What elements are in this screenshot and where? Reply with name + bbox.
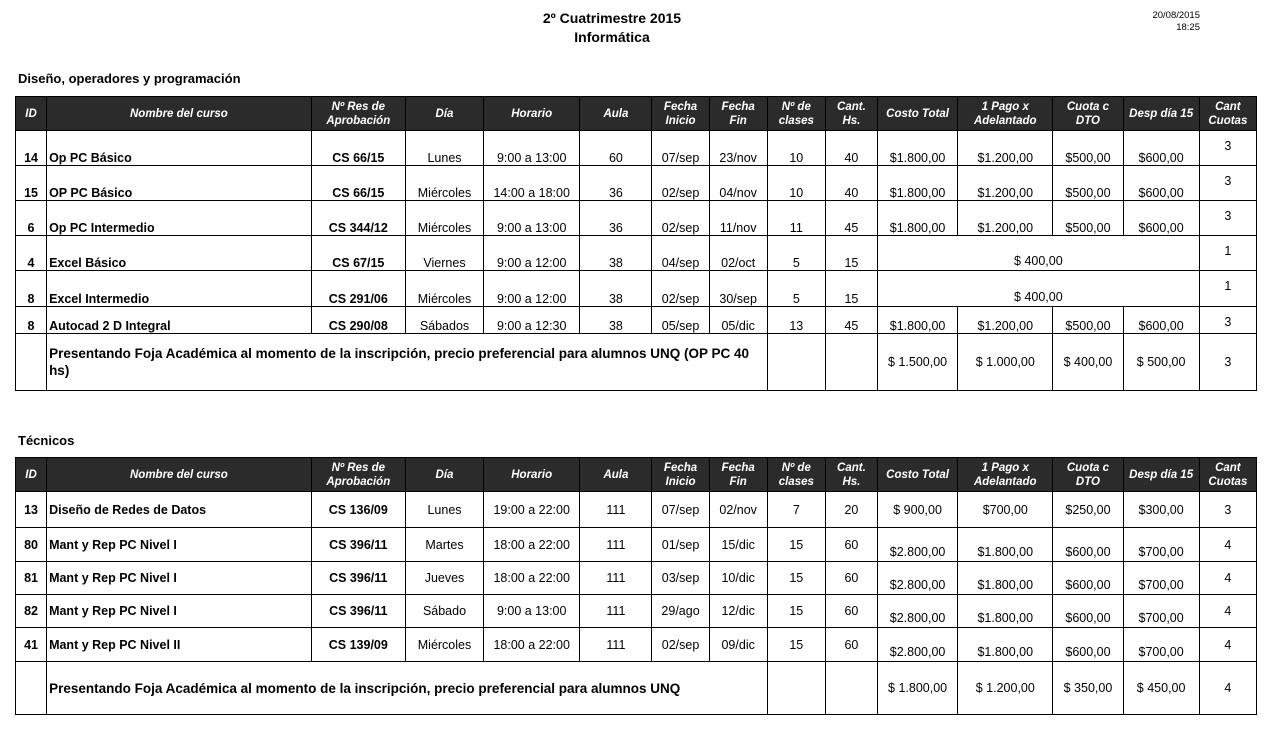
- class-count: 15: [767, 628, 825, 662]
- table-row: [16, 628, 1257, 662]
- table-row: [16, 131, 1257, 166]
- end-date: 30/sep: [709, 271, 767, 307]
- course-name: Excel Básico: [47, 236, 312, 271]
- hours: 60: [825, 562, 877, 595]
- courses-table-tecnicos: [15, 457, 1257, 715]
- discount-installment: $600,00: [1053, 528, 1123, 562]
- course-day: Lunes: [405, 492, 483, 528]
- course-name: Op PC Básico: [47, 131, 312, 166]
- course-id: 13: [16, 492, 47, 528]
- resolution-number: CS 291/06: [311, 271, 405, 307]
- advance-payment: $700,00: [958, 492, 1053, 528]
- column-header: Aula: [580, 458, 652, 492]
- discount-installment: $600,00: [1053, 628, 1123, 662]
- start-date: 05/sep: [652, 307, 709, 334]
- course-name: Op PC Intermedio: [47, 201, 312, 236]
- class-count: 15: [767, 528, 825, 562]
- class-count: 10: [767, 166, 825, 201]
- preferential-price-note: Presentando Foja Académica al momento de la inscripción, precio preferencial para alumnos UNQ: [47, 662, 768, 715]
- hours: 60: [825, 528, 877, 562]
- advance-payment: $1.800,00: [958, 628, 1053, 662]
- column-header: Cant. Hs.: [825, 97, 877, 131]
- empty-cell: [16, 662, 47, 715]
- course-id: 6: [16, 201, 47, 236]
- course-id: 8: [16, 271, 47, 307]
- hours: 60: [825, 628, 877, 662]
- total-cost: $1.800,00: [877, 307, 957, 334]
- course-id: 82: [16, 595, 47, 628]
- preferential-advance-payment: $ 1.200,00: [958, 662, 1053, 715]
- installment-count: 3: [1199, 307, 1256, 334]
- course-id: 81: [16, 562, 47, 595]
- column-header: Nº Res de Aprobación: [311, 97, 405, 131]
- column-header: Nº de clases: [767, 97, 825, 131]
- classroom: 36: [580, 166, 652, 201]
- courses-table-diseno: [15, 96, 1257, 391]
- table-row: [16, 307, 1257, 334]
- course-schedule: 9:00 a 13:00: [484, 595, 580, 628]
- total-cost: $ 900,00: [877, 492, 957, 528]
- installment-count: 3: [1199, 201, 1256, 236]
- preferential-discount-installment: $ 400,00: [1053, 334, 1123, 391]
- empty-cell: [825, 334, 877, 391]
- end-date: 12/dic: [709, 595, 767, 628]
- single-price: $ 400,00: [877, 271, 1199, 307]
- installment-count: 4: [1199, 595, 1256, 628]
- end-date: 09/dic: [709, 628, 767, 662]
- course-name: Mant y Rep PC Nivel I: [47, 528, 312, 562]
- end-date: 04/nov: [709, 166, 767, 201]
- resolution-number: CS 66/15: [311, 131, 405, 166]
- start-date: 02/sep: [652, 201, 709, 236]
- class-count: 7: [767, 492, 825, 528]
- course-day: Viernes: [405, 236, 483, 271]
- advance-payment: $1.800,00: [958, 562, 1053, 595]
- course-day: Lunes: [405, 131, 483, 166]
- course-schedule: 18:00 a 22:00: [484, 528, 580, 562]
- empty-cell: [16, 334, 47, 391]
- hours: 45: [825, 307, 877, 334]
- empty-cell: [825, 662, 877, 715]
- end-date: 11/nov: [709, 201, 767, 236]
- course-id: 8: [16, 307, 47, 334]
- course-id: 80: [16, 528, 47, 562]
- total-cost: $1.800,00: [877, 131, 957, 166]
- course-day: Sábados: [405, 307, 483, 334]
- hours: 60: [825, 595, 877, 628]
- column-header: Nº Res de Aprobación: [311, 458, 405, 492]
- course-schedule: 9:00 a 13:00: [484, 131, 580, 166]
- document-title: [0, 9, 1224, 47]
- total-cost: $2.800,00: [877, 528, 957, 562]
- column-header: 1 Pago x Adelantado: [958, 458, 1053, 492]
- end-date: 02/nov: [709, 492, 767, 528]
- advance-payment: $1.200,00: [958, 166, 1053, 201]
- table-row: [16, 528, 1257, 562]
- course-id: 14: [16, 131, 47, 166]
- column-header: Cant Cuotas: [1199, 458, 1256, 492]
- resolution-number: CS 66/15: [311, 166, 405, 201]
- column-header: ID: [16, 97, 47, 131]
- classroom: 111: [580, 595, 652, 628]
- course-name: Mant y Rep PC Nivel I: [47, 562, 312, 595]
- total-cost: $2.800,00: [877, 562, 957, 595]
- resolution-number: CS 139/09: [311, 628, 405, 662]
- advance-payment: $1.200,00: [958, 131, 1053, 166]
- course-name: Excel Intermedio: [47, 271, 312, 307]
- column-header: Cant. Hs.: [825, 458, 877, 492]
- column-header: Horario: [484, 458, 580, 492]
- course-id: 41: [16, 628, 47, 662]
- preferential-total-cost: $ 1.500,00: [877, 334, 957, 391]
- course-id: 4: [16, 236, 47, 271]
- installment-count: 4: [1199, 628, 1256, 662]
- hours: 45: [825, 201, 877, 236]
- column-header: Desp día 15: [1123, 97, 1199, 131]
- after-15-installment: $300,00: [1123, 492, 1199, 528]
- hours: 15: [825, 271, 877, 307]
- discount-installment: $250,00: [1053, 492, 1123, 528]
- course-schedule: 18:00 a 22:00: [484, 562, 580, 595]
- end-date: 23/nov: [709, 131, 767, 166]
- course-name: Diseño de Redes de Datos: [47, 492, 312, 528]
- after-15-installment: $700,00: [1123, 595, 1199, 628]
- table-row: [16, 201, 1257, 236]
- table-row: [16, 662, 1257, 715]
- end-date: 10/dic: [709, 562, 767, 595]
- table-row: [16, 492, 1257, 528]
- after-15-installment: $600,00: [1123, 166, 1199, 201]
- course-day: Miércoles: [405, 166, 483, 201]
- course-name: Mant y Rep PC Nivel I: [47, 595, 312, 628]
- preferential-after-15-installment: $ 450,00: [1123, 662, 1199, 715]
- table-row: [16, 562, 1257, 595]
- course-day: Miércoles: [405, 271, 483, 307]
- after-15-installment: $600,00: [1123, 307, 1199, 334]
- end-date: 15/dic: [709, 528, 767, 562]
- total-cost: $2.800,00: [877, 595, 957, 628]
- preferential-advance-payment: $ 1.000,00: [958, 334, 1053, 391]
- column-header: Cant Cuotas: [1199, 97, 1256, 131]
- total-cost: $1.800,00: [877, 166, 957, 201]
- single-price: $ 400,00: [877, 236, 1199, 271]
- column-header: Nombre del curso: [47, 458, 312, 492]
- preferential-installment-count: 3: [1199, 334, 1256, 391]
- class-count: 15: [767, 595, 825, 628]
- class-count: 15: [767, 562, 825, 595]
- print-time: 18:25: [1176, 22, 1200, 33]
- column-header: Fecha Fin: [709, 458, 767, 492]
- title-line-1: 2º Cuatrimestre 2015: [542, 10, 682, 26]
- column-header: Día: [405, 97, 483, 131]
- classroom: 38: [580, 271, 652, 307]
- after-15-installment: $700,00: [1123, 528, 1199, 562]
- column-header: Cuota c DTO: [1053, 97, 1123, 131]
- column-header: Fecha Fin: [709, 97, 767, 131]
- start-date: 03/sep: [652, 562, 709, 595]
- hours: 20: [825, 492, 877, 528]
- course-schedule: 9:00 a 13:00: [484, 201, 580, 236]
- course-day: Jueves: [405, 562, 483, 595]
- course-day: Martes: [405, 528, 483, 562]
- table-row: [16, 236, 1257, 271]
- empty-cell: [767, 334, 825, 391]
- preferential-after-15-installment: $ 500,00: [1123, 334, 1199, 391]
- advance-payment: $1.200,00: [958, 201, 1053, 236]
- end-date: 05/dic: [709, 307, 767, 334]
- start-date: 29/ago: [652, 595, 709, 628]
- table-row: [16, 595, 1257, 628]
- section-title-diseno: Diseño, operadores y programación: [18, 71, 241, 86]
- start-date: 02/sep: [652, 628, 709, 662]
- column-header: Costo Total: [877, 97, 957, 131]
- resolution-number: CS 67/15: [311, 236, 405, 271]
- title-line-2: Informática: [574, 29, 650, 45]
- classroom: 111: [580, 628, 652, 662]
- total-cost: $1.800,00: [877, 201, 957, 236]
- start-date: 01/sep: [652, 528, 709, 562]
- start-date: 07/sep: [652, 492, 709, 528]
- advance-payment: $1.800,00: [958, 595, 1053, 628]
- class-count: 5: [767, 271, 825, 307]
- discount-installment: $500,00: [1053, 201, 1123, 236]
- table-header-row: [16, 97, 1257, 131]
- classroom: 38: [580, 236, 652, 271]
- advance-payment: $1.200,00: [958, 307, 1053, 334]
- course-day: Miércoles: [405, 628, 483, 662]
- class-count: 10: [767, 131, 825, 166]
- column-header: Desp día 15: [1123, 458, 1199, 492]
- discount-installment: $600,00: [1053, 562, 1123, 595]
- course-id: 15: [16, 166, 47, 201]
- classroom: 111: [580, 528, 652, 562]
- class-count: 5: [767, 236, 825, 271]
- column-header: Cuota c DTO: [1053, 458, 1123, 492]
- column-header: Costo Total: [877, 458, 957, 492]
- print-date: 20/08/2015: [1152, 10, 1200, 21]
- classroom: 111: [580, 492, 652, 528]
- installment-count: 4: [1199, 528, 1256, 562]
- column-header: Aula: [580, 97, 652, 131]
- table-row: [16, 166, 1257, 201]
- resolution-number: CS 136/09: [311, 492, 405, 528]
- resolution-number: CS 396/11: [311, 595, 405, 628]
- course-schedule: 14:00 a 18:00: [484, 166, 580, 201]
- discount-installment: $500,00: [1053, 307, 1123, 334]
- column-header: Fecha Inicio: [652, 458, 709, 492]
- course-schedule: 19:00 a 22:00: [484, 492, 580, 528]
- installment-count: 1: [1199, 236, 1256, 271]
- course-day: Miércoles: [405, 201, 483, 236]
- hours: 15: [825, 236, 877, 271]
- classroom: 111: [580, 562, 652, 595]
- end-date: 02/oct: [709, 236, 767, 271]
- advance-payment: $1.800,00: [958, 528, 1053, 562]
- empty-cell: [767, 662, 825, 715]
- after-15-installment: $600,00: [1123, 131, 1199, 166]
- column-header: ID: [16, 458, 47, 492]
- installment-count: 4: [1199, 562, 1256, 595]
- column-header: Día: [405, 458, 483, 492]
- discount-installment: $500,00: [1053, 166, 1123, 201]
- hours: 40: [825, 131, 877, 166]
- installment-count: 3: [1199, 131, 1256, 166]
- course-name: Mant y Rep PC Nivel II: [47, 628, 312, 662]
- column-header: 1 Pago x Adelantado: [958, 97, 1053, 131]
- classroom: 60: [580, 131, 652, 166]
- classroom: 38: [580, 307, 652, 334]
- course-day: Sábado: [405, 595, 483, 628]
- section-title-tecnicos: Técnicos: [18, 433, 75, 448]
- start-date: 02/sep: [652, 271, 709, 307]
- after-15-installment: $700,00: [1123, 562, 1199, 595]
- discount-installment: $500,00: [1053, 131, 1123, 166]
- course-schedule: 9:00 a 12:30: [484, 307, 580, 334]
- course-schedule: 9:00 a 12:00: [484, 236, 580, 271]
- installment-count: 3: [1199, 492, 1256, 528]
- course-name: Autocad 2 D Integral: [47, 307, 312, 334]
- preferential-price-note: Presentando Foja Académica al momento de la inscripción, precio preferencial para alumnos UNQ (OP PC 40 hs): [47, 334, 768, 391]
- resolution-number: CS 344/12: [311, 201, 405, 236]
- resolution-number: CS 396/11: [311, 528, 405, 562]
- course-name: OP PC Básico: [47, 166, 312, 201]
- resolution-number: CS 396/11: [311, 562, 405, 595]
- course-schedule: 9:00 a 12:00: [484, 271, 580, 307]
- class-count: 11: [767, 201, 825, 236]
- total-cost: $2.800,00: [877, 628, 957, 662]
- preferential-installment-count: 4: [1199, 662, 1256, 715]
- column-header: Nº de clases: [767, 458, 825, 492]
- class-count: 13: [767, 307, 825, 334]
- installment-count: 1: [1199, 271, 1256, 307]
- column-header: Fecha Inicio: [652, 97, 709, 131]
- column-header: Horario: [484, 97, 580, 131]
- column-header: Nombre del curso: [47, 97, 312, 131]
- table-row: [16, 271, 1257, 307]
- resolution-number: CS 290/08: [311, 307, 405, 334]
- discount-installment: $600,00: [1053, 595, 1123, 628]
- table-row: [16, 334, 1257, 391]
- preferential-total-cost: $ 1.800,00: [877, 662, 957, 715]
- after-15-installment: $600,00: [1123, 201, 1199, 236]
- start-date: 04/sep: [652, 236, 709, 271]
- preferential-discount-installment: $ 350,00: [1053, 662, 1123, 715]
- classroom: 36: [580, 201, 652, 236]
- course-schedule: 18:00 a 22:00: [484, 628, 580, 662]
- start-date: 02/sep: [652, 166, 709, 201]
- after-15-installment: $700,00: [1123, 628, 1199, 662]
- start-date: 07/sep: [652, 131, 709, 166]
- table-header-row: [16, 458, 1257, 492]
- installment-count: 3: [1199, 166, 1256, 201]
- print-timestamp: [1140, 10, 1200, 34]
- hours: 40: [825, 166, 877, 201]
